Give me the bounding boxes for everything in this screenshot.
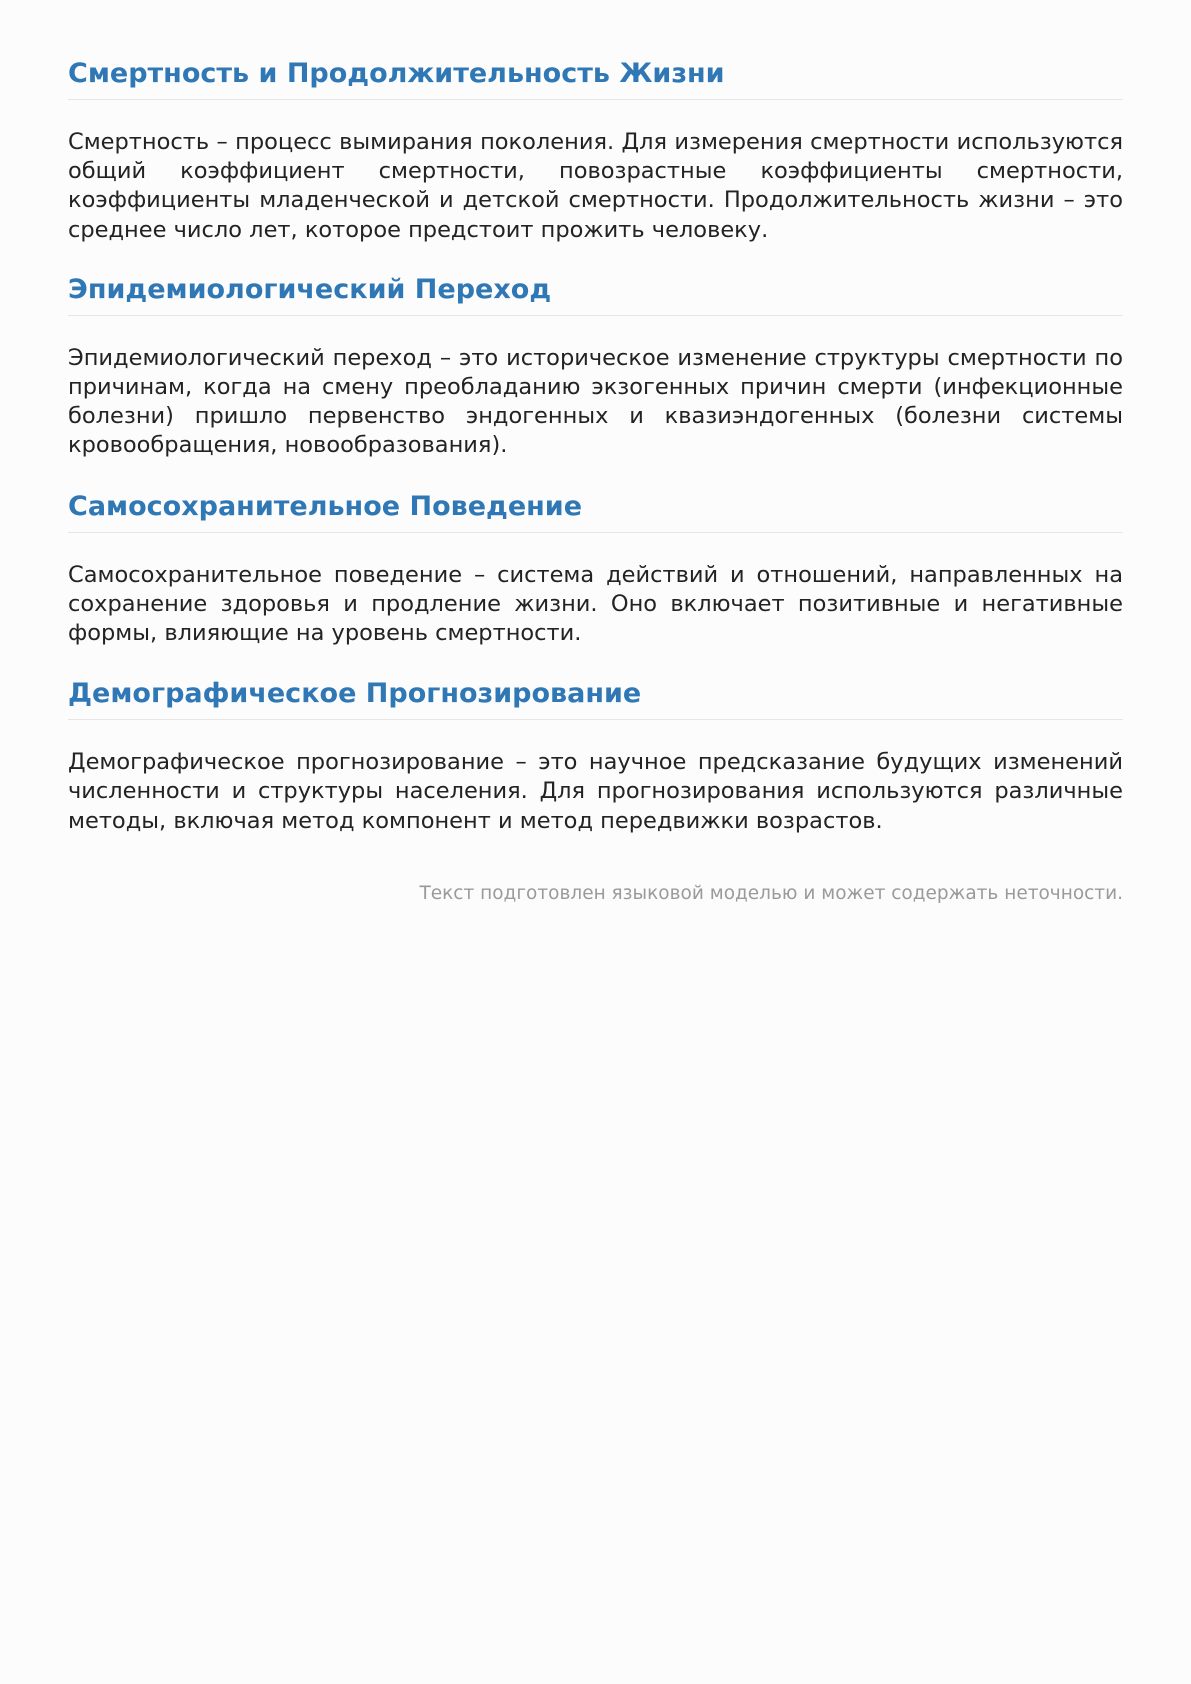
section-gap (68, 461, 1123, 488)
section-gap (68, 245, 1123, 271)
section-title: Эпидемиологический Переход (68, 271, 1123, 316)
ai-disclaimer: Текст подготовлен языковой моделью и может содержать неточности. (419, 882, 1123, 904)
section-text: Эпидемиологический переход – это историческое изменение структуры смертности по причинам, когда на смену преобладанию экзогенных причин смерти (инфекционные болезни) пришло первенство эндогенных и квазиэндогенных (болезни системы кровообращения, новообразования). (68, 344, 1123, 459)
section-title: Демографическое Прогнозирование (68, 675, 1123, 720)
section-title: Смертность и Продолжительность Жизни (68, 55, 1123, 100)
section-self-preserving-behavior (68, 488, 1123, 649)
section-mortality (68, 55, 1123, 245)
document-content (68, 55, 1123, 906)
section-text: Демографическое прогнозирование – это научное предсказание будущих изменений численности и структуры населения. Для прогнозирования используются различные методы, включая метод компонент и метод передвижки возрастов. (68, 749, 1123, 834)
section-gap (68, 648, 1123, 675)
section-text: Смертность – процесс вымирания поколения. Для измерения смертности используются общий коэффициент смертности, повозрастные коэффициенты смертности, коэффициенты младенческой и детской смертности. Продолжительность жизни – это среднее число лет, которое предстоит прожить человеку. (68, 129, 1123, 243)
section-title: Самосохранительное Поведение (68, 488, 1123, 533)
section-text: Самосохранительное поведение – система действий и отношений, направленных на сохранение здоровья и продление жизни. Оно включает позитивные и негативные формы, влияющие на уровень смертности. (68, 561, 1123, 647)
section-demographic-forecasting (68, 675, 1123, 836)
section-epidemiological-transition (68, 271, 1123, 461)
